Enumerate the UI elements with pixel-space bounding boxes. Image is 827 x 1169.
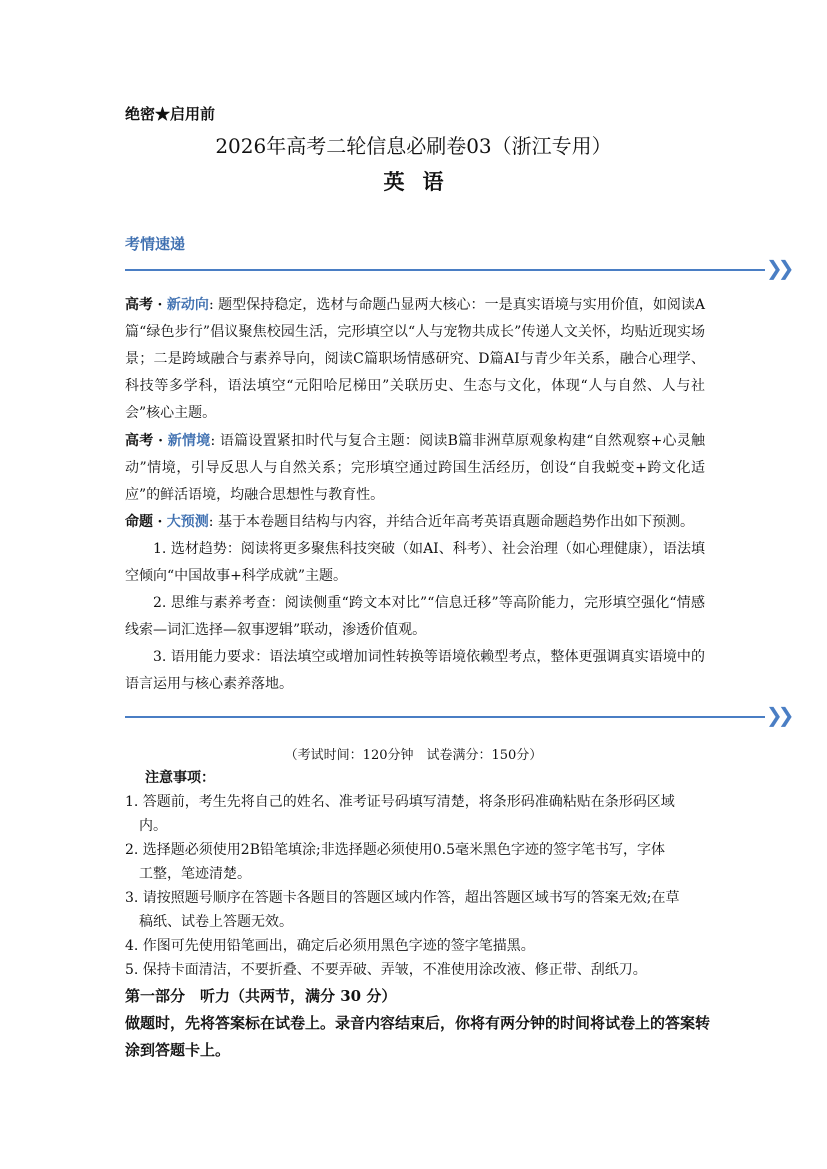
- notice-item: [125, 886, 715, 934]
- notice-item-text: 3. 请按照题号顺序在答题卡各题目的答题区域内作答，超出答题区域书写的答案无效;在草: [125, 890, 680, 906]
- notice-item: [125, 838, 715, 886]
- notice-item-continuation: 工整，笔迹清楚。: [139, 866, 251, 882]
- label-separator: ·: [158, 433, 164, 449]
- double-chevron-right-icon: ❯❯: [766, 256, 790, 280]
- prediction-item-2: 2. 思维与素养考查：阅读侧重“跨文本对比”“信息迁移”等高阶能力，完形填空强化“情感线索—词汇选择—叙事逻辑”联动，渗透价值观。: [125, 595, 705, 638]
- notice-item-text: 4. 作图可先使用铅笔画出，确定后必须用黑色字迹的签字笔描黑。: [125, 938, 535, 954]
- prediction-item-3: 3. 语用能力要求：语法填空或增加词性转换等语境依赖型考点，整体更强调真实语境中的语言运用与核心素养落地。: [125, 649, 705, 692]
- paragraph-label: 高考: [125, 433, 154, 449]
- subject-title: 英语: [383, 169, 462, 194]
- part-one-instructions: 做题时，先将答案标在试卷上。录音内容结束后，你将有两分钟的时间将试卷上的答案转涂到答题卡上。: [125, 1014, 711, 1059]
- notice-item-text: 1. 答题前，考生先将自己的姓名、准考证号码填写清楚，将条形码准确粘贴在条形码区域: [125, 794, 675, 810]
- label-separator: ·: [157, 297, 163, 313]
- part-one-title: 第一部分 听力（共两节，满分 30 分）: [125, 987, 397, 1005]
- paragraph-label: 高考: [125, 297, 154, 313]
- paragraph-text: : 语篇设置紧扣时代与复合主题：阅读B篇非洲草原观象构建“自然观察+心灵触动”情境，引导反思人与自然关系；完形填空通过跨国生活经历，创设“自我蜕变+跨文化适应”的鲜活语境，均融合思想性与教育性。: [125, 433, 706, 503]
- label-separator: ·: [157, 514, 163, 530]
- notice-item-continuation: 稿纸、试卷上答题无效。: [139, 914, 293, 930]
- notice-item: [125, 790, 715, 838]
- prediction-paragraph: [125, 509, 705, 536]
- section-title: 考情速递: [125, 235, 186, 253]
- new-context-paragraph: [125, 428, 705, 509]
- double-chevron-right-icon: ❯❯: [766, 703, 790, 727]
- section-divider-bottom: [125, 716, 765, 718]
- paper-title: 2026年高考二轮信息必刷卷03（浙江专用）: [215, 134, 612, 158]
- paragraph-tag: 大预测: [166, 514, 209, 530]
- exam-time-info: （考试时间：120分钟 试卷满分：150分）: [284, 748, 543, 763]
- notice-item-text: 2. 选择题必须使用2B铅笔填涂;非选择题必须使用0.5毫米黑色字迹的签字笔书写，字体: [125, 842, 665, 858]
- notice-item-continuation: 内。: [139, 818, 167, 834]
- notice-title: 注意事项：: [145, 770, 215, 786]
- section-divider-top: [125, 269, 765, 271]
- prediction-item-1: 1. 选材趋势：阅读将更多聚焦科技突破（如AI、科考）、社会治理（如心理健康），语法填空倾向“中国故事+科学成就”主题。: [125, 541, 705, 584]
- paragraph-tag: 新情境: [167, 433, 211, 449]
- notice-item-text: 5. 保持卡面清洁，不要折叠、不要弄破、弄皱，不准使用涂改液、修正带、刮纸刀。: [125, 962, 647, 978]
- paragraph-tag: 新动向: [166, 297, 209, 313]
- notice-item: [125, 934, 715, 958]
- new-direction-paragraph: [125, 292, 705, 427]
- paragraph-label: 命题: [125, 514, 153, 530]
- confidential-label: 绝密★启用前: [125, 105, 216, 123]
- notice-item: [125, 958, 715, 982]
- paragraph-text: : 基于本卷题目结构与内容，并结合近年高考英语真题命题趋势作出如下预测。: [208, 514, 694, 530]
- paragraph-text: : 题型保持稳定，选材与命题凸显两大核心：一是真实语境与实用价值，如阅读A篇“绿色步行”倡议聚焦校园生活，完形填空以“人与宠物共成长”传递人文关怀，均贴近现实场景；二是跨域融合与素养导向，阅读C篇职场情感研究、D篇AI与青少年关系，融合心理学、科技等多学科，语法填空“元阳哈尼梯田”关联历史、生态与文化，体现“人与自然、人与社会”核心主题。: [125, 297, 706, 421]
